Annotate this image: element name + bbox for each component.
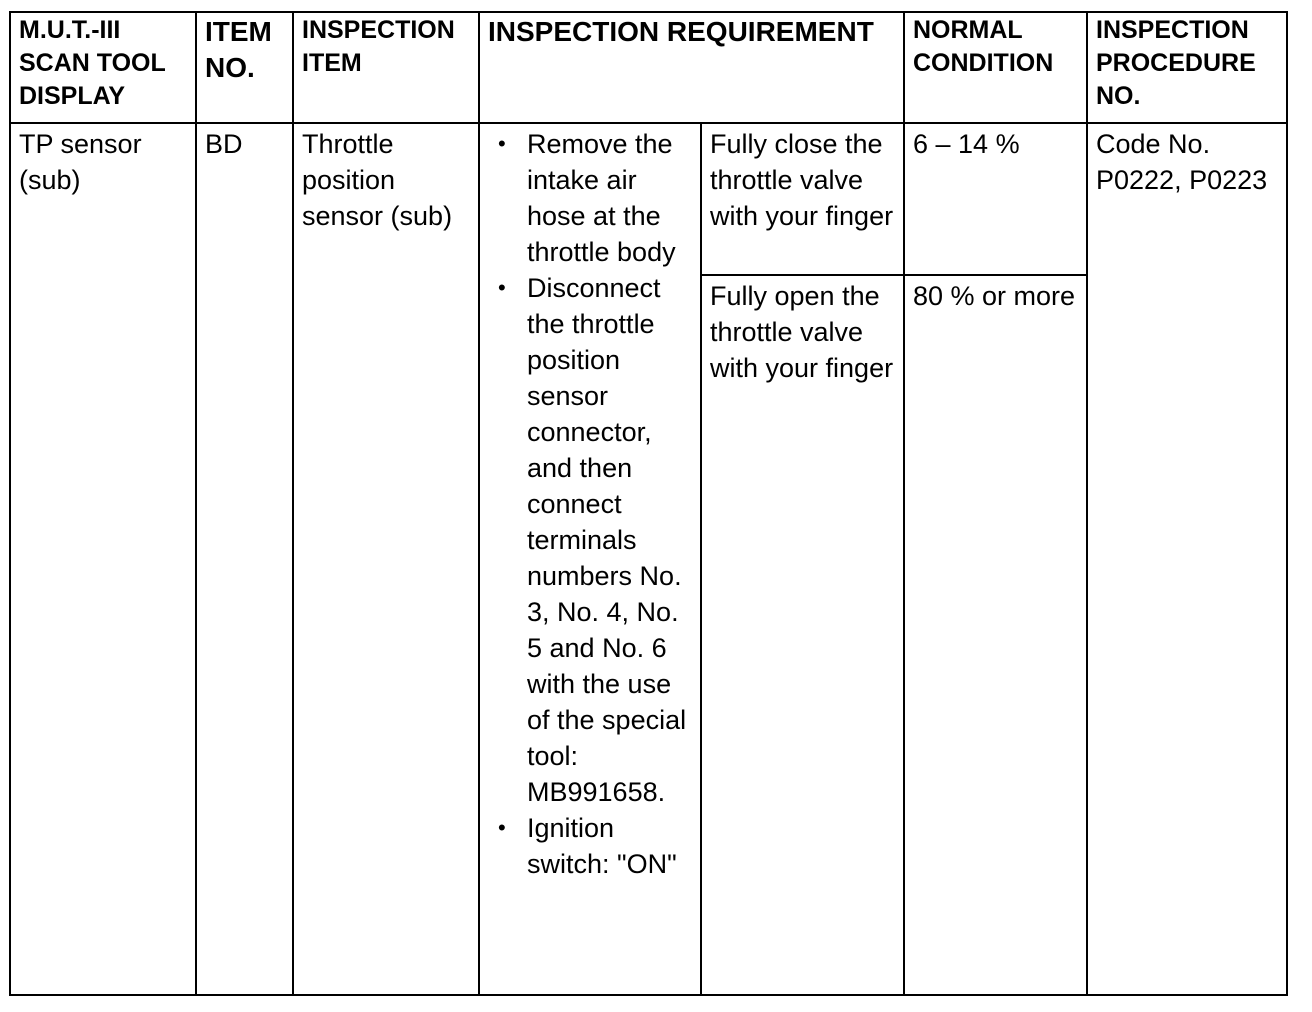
list-item — [488, 810, 692, 882]
list-item — [488, 126, 692, 270]
requirement-text: Disconnect the throttle position sensor connector, and then connect terminals numbers No. 3, No. 4, No. 5 and No. 6 with the use of the special tool: MB991658. — [527, 273, 687, 807]
cell-condition-action: Fully close the throttle valve with your finger — [701, 123, 904, 275]
requirement-list — [488, 126, 692, 882]
cell-inspection-item: Throttle position sensor (sub) — [293, 123, 479, 995]
header-normal-condition: NORMAL CONDITION — [904, 12, 1087, 123]
header-row — [10, 12, 1287, 123]
bullet-icon: • — [498, 275, 506, 300]
cell-normal-condition: 80 % or more — [904, 275, 1087, 995]
requirement-text: Ignition switch: "ON" — [527, 813, 677, 879]
cell-item-no: BD — [196, 123, 293, 995]
cell-requirement-list — [479, 123, 701, 995]
header-inspection-requirement: INSPECTION REQUIREMENT — [479, 12, 904, 123]
requirement-text: Remove the intake air hose at the throttle body — [527, 129, 676, 267]
inspection-table — [9, 11, 1288, 996]
bullet-icon: • — [498, 131, 506, 156]
cell-condition-action: Fully open the throttle valve with your finger — [701, 275, 904, 995]
header-procedure-no: INSPECTION PROCEDURE NO. — [1087, 12, 1287, 123]
header-inspection-item: INSPECTION ITEM — [293, 12, 479, 123]
list-item — [488, 270, 692, 810]
cell-procedure-no: Code No. P0222, P0223 — [1087, 123, 1287, 995]
cell-normal-condition: 6 – 14 % — [904, 123, 1087, 275]
table-row — [10, 123, 1287, 275]
header-display: M.U.T.-III SCAN TOOL DISPLAY — [10, 12, 196, 123]
cell-display: TP sensor (sub) — [10, 123, 196, 995]
header-item-no: ITEM NO. — [196, 12, 293, 123]
bullet-icon: • — [498, 815, 506, 840]
